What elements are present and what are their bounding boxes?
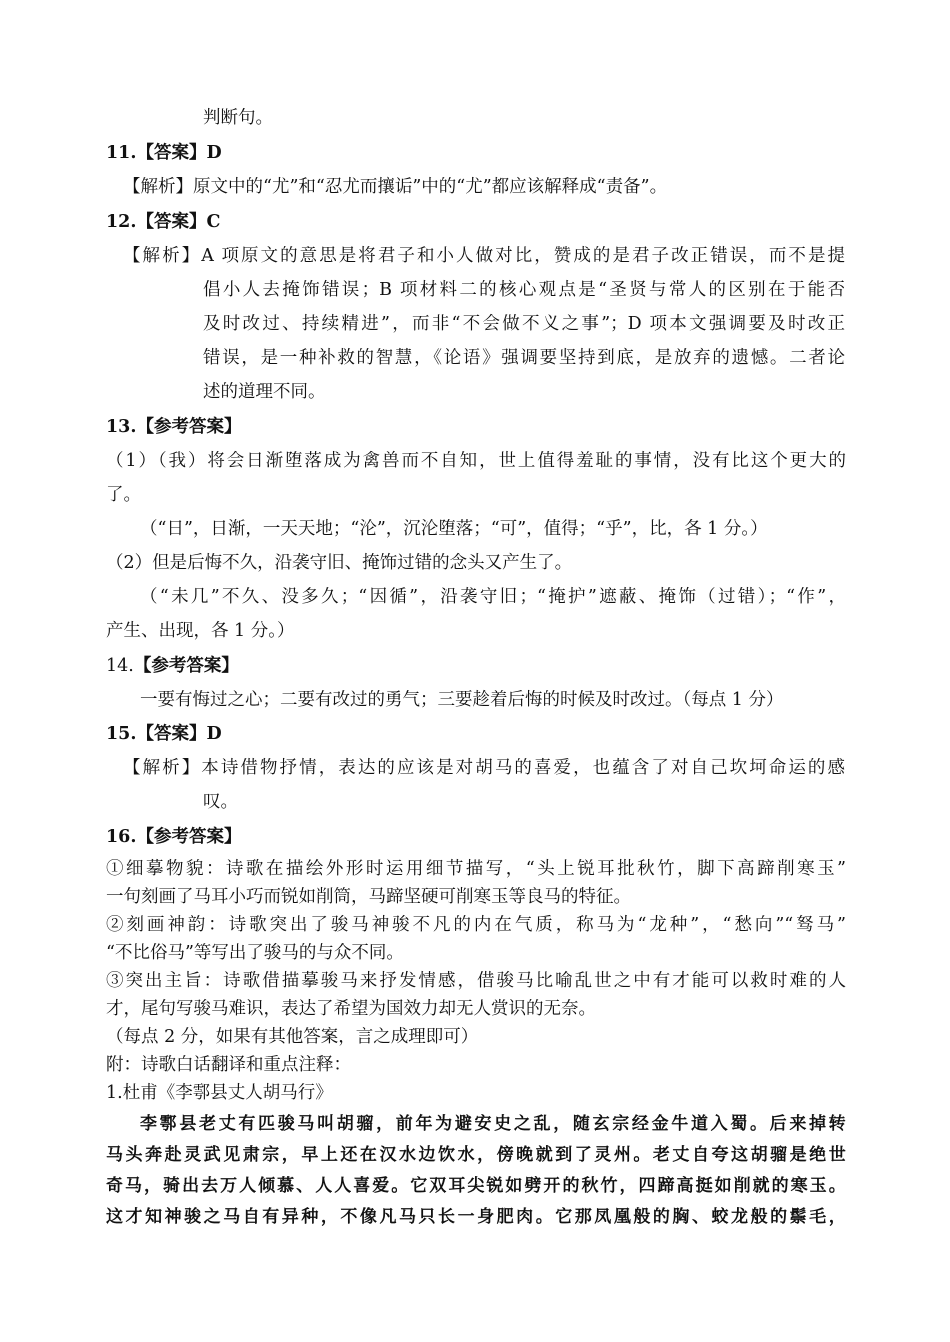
answer-tag: 【参考答案】: [133, 656, 239, 676]
answer-tag: 【答案】: [136, 143, 207, 163]
question-15-analysis-end: 叹。: [203, 792, 238, 812]
answer-value: D: [206, 724, 222, 744]
question-16-point-3-end: 才，尾句写骏马难识，表达了希望为国效力却无人赏识的无奈。: [106, 999, 596, 1019]
question-13-part-1-end: 了。: [106, 485, 141, 505]
translation-line-3: 奇马，骑出去万人倾慕、人人喜爱。它双耳尖锐如劈开的秋竹，四蹄高挺如削就的寒玉。: [106, 1176, 846, 1196]
question-13-answer: [106, 415, 241, 439]
answer-tag: 【参考答案】: [136, 827, 242, 847]
question-12-analysis-line-5: 述的道理不同。: [203, 382, 326, 402]
question-16-answer: [106, 825, 241, 849]
question-number: 16.: [106, 827, 137, 847]
question-number: 11.: [106, 143, 137, 163]
question-16-point-3: ③突出主旨：诗歌借描摹骏马来抒发情感，借骏马比喻乱世之中有才能可以救时难的人: [106, 971, 846, 991]
question-16-point-2-end: “不比俗马”等写出了骏马的与众不同。: [106, 943, 404, 963]
question-12-analysis-line-1: 【解析】A 项原文的意思是将君子和小人做对比，赞成的是君子改正错误，而不是提: [123, 246, 845, 266]
question-13-part-2: （2）但是后悔不久，沿袭守旧、掩饰过错的念头又产生了。: [106, 553, 573, 573]
answer-value: C: [206, 212, 221, 232]
text-line-1: 判断句。: [203, 108, 273, 128]
question-14-answer: [106, 654, 239, 678]
translation-line-1: 李鄠县老丈有匹骏马叫胡骝，前年为避安史之乱，随玄宗经金牛道入蜀。后来掉转: [140, 1114, 846, 1134]
question-12-analysis-line-4: 错误，是一种补救的智慧，《论语》强调要坚持到底，是放弃的遗憾。二者论: [203, 348, 845, 368]
question-16-scoring: （每点 2 分，如果有其他答案，言之成理即可）: [106, 1027, 479, 1047]
question-14-content: 一要有悔过之心；二要有改过的勇气；三要趁着后悔的时候及时改过。（每点 1 分）: [140, 690, 784, 710]
question-16-point-1-end: 一句刻画了马耳小巧而锐如削筒，马蹄坚硬可削寒玉等良马的特征。: [106, 887, 631, 907]
answer-tag: 【答案】: [136, 212, 207, 232]
question-13-part-2-scoring: （“未几”不久、没多久；“因循”，沿袭守旧；“掩护”遮蔽、掩饰（过错）；“作”，: [140, 587, 846, 607]
question-16-point-2: ②刻画神韵：诗歌突出了骏马神骏不凡的内在气质，称马为“龙种”，“愁向”“驽马”: [106, 915, 846, 935]
translation-line-4: 这才知神骏之马自有异种，不像凡马只长一身肥肉。它那凤凰般的胸、蛟龙般的鬃毛，: [106, 1207, 846, 1227]
question-number: 13.: [106, 417, 137, 437]
question-13-part-2-scoring-end: 产生、出现，各 1 分。）: [106, 621, 295, 641]
answer-tag: 【参考答案】: [136, 417, 242, 437]
question-number: 12.: [106, 212, 137, 232]
question-11-answer: [106, 141, 222, 165]
question-12-answer: [106, 210, 220, 234]
poem-title: 1.杜甫《李鄠县丈人胡马行》: [106, 1083, 333, 1103]
answer-value: D: [206, 143, 222, 163]
answer-tag: 【答案】: [136, 724, 207, 744]
question-number: 14.: [106, 656, 134, 676]
question-13-part-1-scoring: （“日”，日渐，一天天地；“沦”，沉沦堕落；“可”，值得；“乎”，比，各 1 分。）: [140, 519, 768, 539]
appendix-heading: 附：诗歌白话翻译和重点注释：: [106, 1055, 351, 1075]
question-12-analysis-line-2: 倡小人去掩饰错误；B 项材料二的核心观点是“圣贤与常人的区别在于能否: [203, 280, 845, 300]
question-13-part-1: （1）（我）将会日渐堕落成为禽兽而不自知，世上值得羞耻的事情，没有比这个更大的: [106, 451, 846, 471]
question-number: 15.: [106, 724, 137, 744]
question-12-analysis-line-3: 及时改过、持续精进”，而非“不会做不义之事”；D 项本文强调要及时改正: [203, 314, 845, 334]
translation-line-2: 马头奔赴灵武见肃宗，早上还在汉水边饮水，傍晚就到了灵州。老丈自夸这胡骝是绝世: [106, 1145, 846, 1165]
question-15-analysis: 【解析】本诗借物抒情，表达的应该是对胡马的喜爱，也蕴含了对自己坎坷命运的感: [123, 758, 845, 778]
question-15-answer: [106, 722, 222, 746]
question-11-analysis: 【解析】原文中的“尤”和“忍尤而攘诟”中的“尤”都应该解释成“责备”。: [123, 177, 668, 197]
question-16-point-1: ①细摹物貌：诗歌在描绘外形时运用细节描写，“头上锐耳批秋竹，脚下高蹄削寒玉”: [106, 859, 846, 879]
